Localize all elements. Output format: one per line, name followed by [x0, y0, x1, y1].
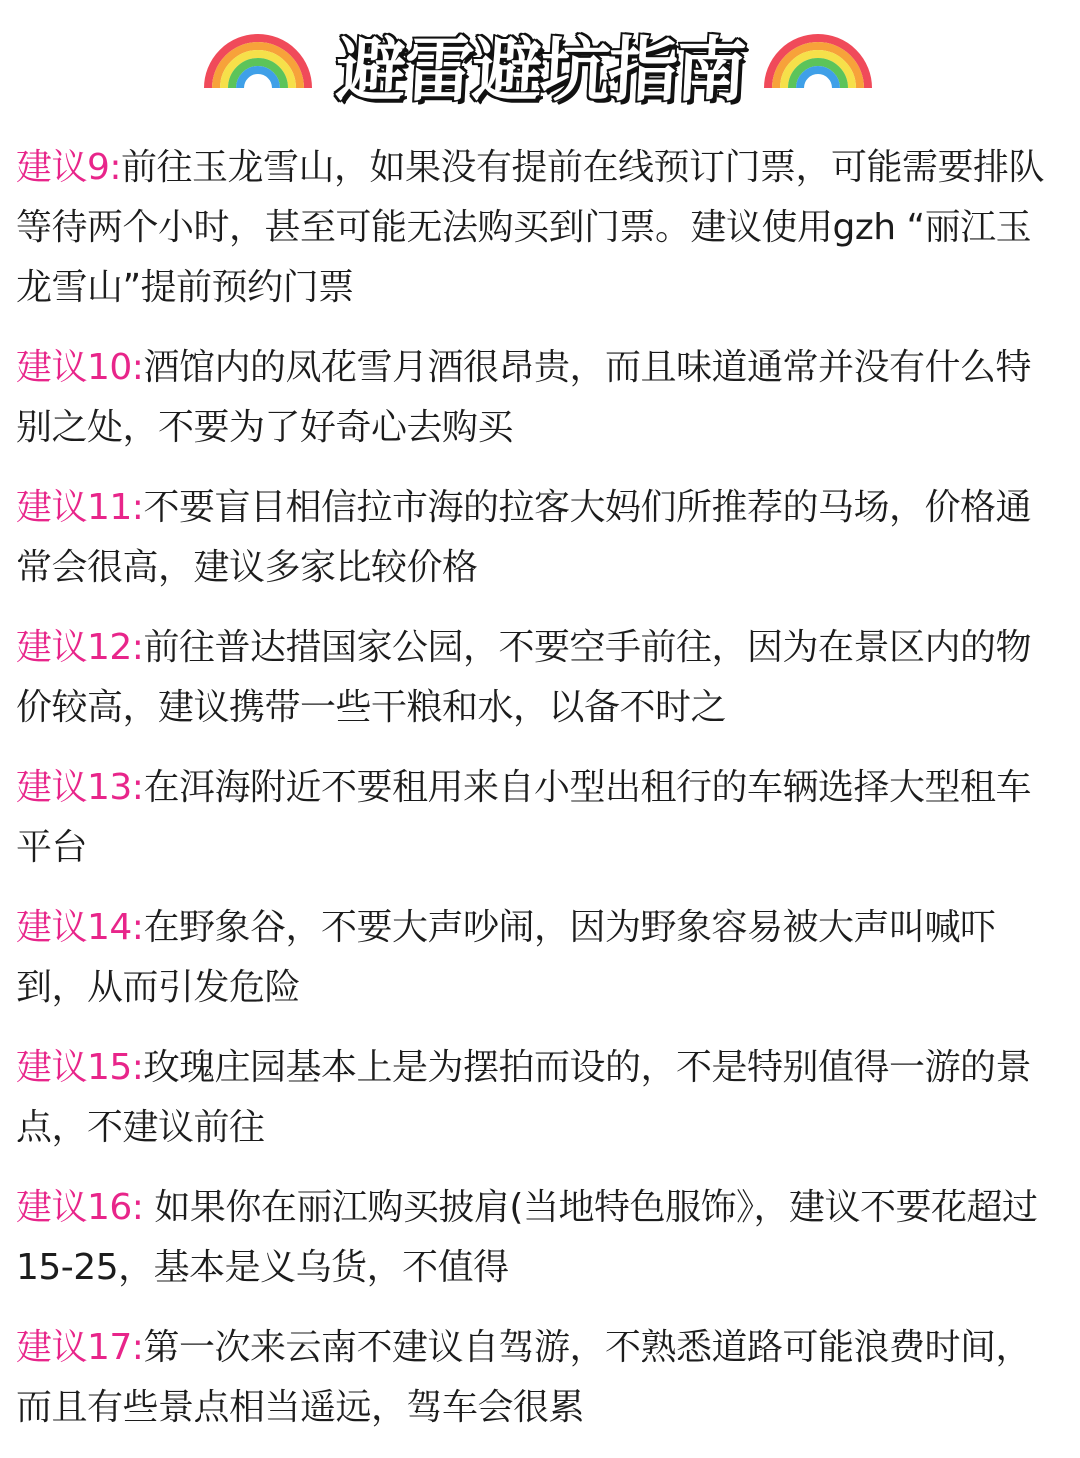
- tip-text: 酒馆内的凤花雪月酒很昂贵，而且味道通常并没有什么特别之处，不要为了好奇心去购买: [16, 347, 1031, 448]
- rainbow-icon: [200, 28, 316, 92]
- tip-label: 建议12:: [16, 627, 144, 668]
- tip-label: 建议13:: [16, 767, 144, 808]
- tip-item: [16, 1318, 1060, 1438]
- tip-label: 建议14:: [16, 907, 144, 948]
- tip-label: 建议16:: [16, 1187, 144, 1228]
- tip-label: 建议17:: [16, 1327, 144, 1368]
- tip-text: 不要盲目相信拉市海的拉客大妈们所推荐的马场，价格通常会很高，建议多家比较价格: [16, 487, 1031, 588]
- tip-text: 在野象谷，不要大声吵闹，因为野象容易被大声叫喊吓到，从而引发危险: [16, 907, 996, 1008]
- tip-text: 在洱海附近不要租用来自小型出租行的车辆选择大型租车平台: [16, 767, 1031, 868]
- page-title: 避雷避坑指南: [333, 29, 747, 111]
- tip-item: [16, 618, 1060, 738]
- tip-text: 玫瑰庄园基本上是为摆拍而设的，不是特别值得一游的景点，不建议前往: [16, 1047, 1031, 1148]
- tip-text: 前往玉龙雪山，如果没有提前在线预订门票，可能需要排队等待两个小时，甚至可能无法购买到门票。建议使用gzh “丽江玉龙雪山”提前预约门票: [16, 147, 1045, 308]
- tip-text: 第一次来云南不建议自驾游，不熟悉道路可能浪费时间，而且有些景点相当遥远，驾车会很累: [16, 1327, 1031, 1428]
- tip-item: [16, 758, 1060, 878]
- tip-item: [16, 898, 1060, 1018]
- tip-item: [16, 338, 1060, 458]
- tip-text: 如果你在丽江购买披肩(当地特色服饰》，建议不要花超过15-25，基本是义乌货，不值得: [16, 1187, 1038, 1288]
- tip-item: [16, 1038, 1060, 1158]
- rainbow-icon: [760, 28, 876, 92]
- tip-label: 建议11:: [16, 487, 144, 528]
- tip-item: [16, 138, 1060, 318]
- tip-item: [16, 1178, 1060, 1298]
- header: [0, 22, 1080, 122]
- tip-text: 前往普达措国家公园，不要空手前往，因为在景区内的物价较高，建议携带一些干粮和水，以备不时之: [16, 627, 1031, 728]
- tip-label: 建议10:: [16, 347, 144, 388]
- tip-label: 建议15:: [16, 1047, 144, 1088]
- tip-item: [16, 478, 1060, 598]
- tip-label: 建议9:: [16, 147, 122, 188]
- tips-list: [16, 138, 1060, 1458]
